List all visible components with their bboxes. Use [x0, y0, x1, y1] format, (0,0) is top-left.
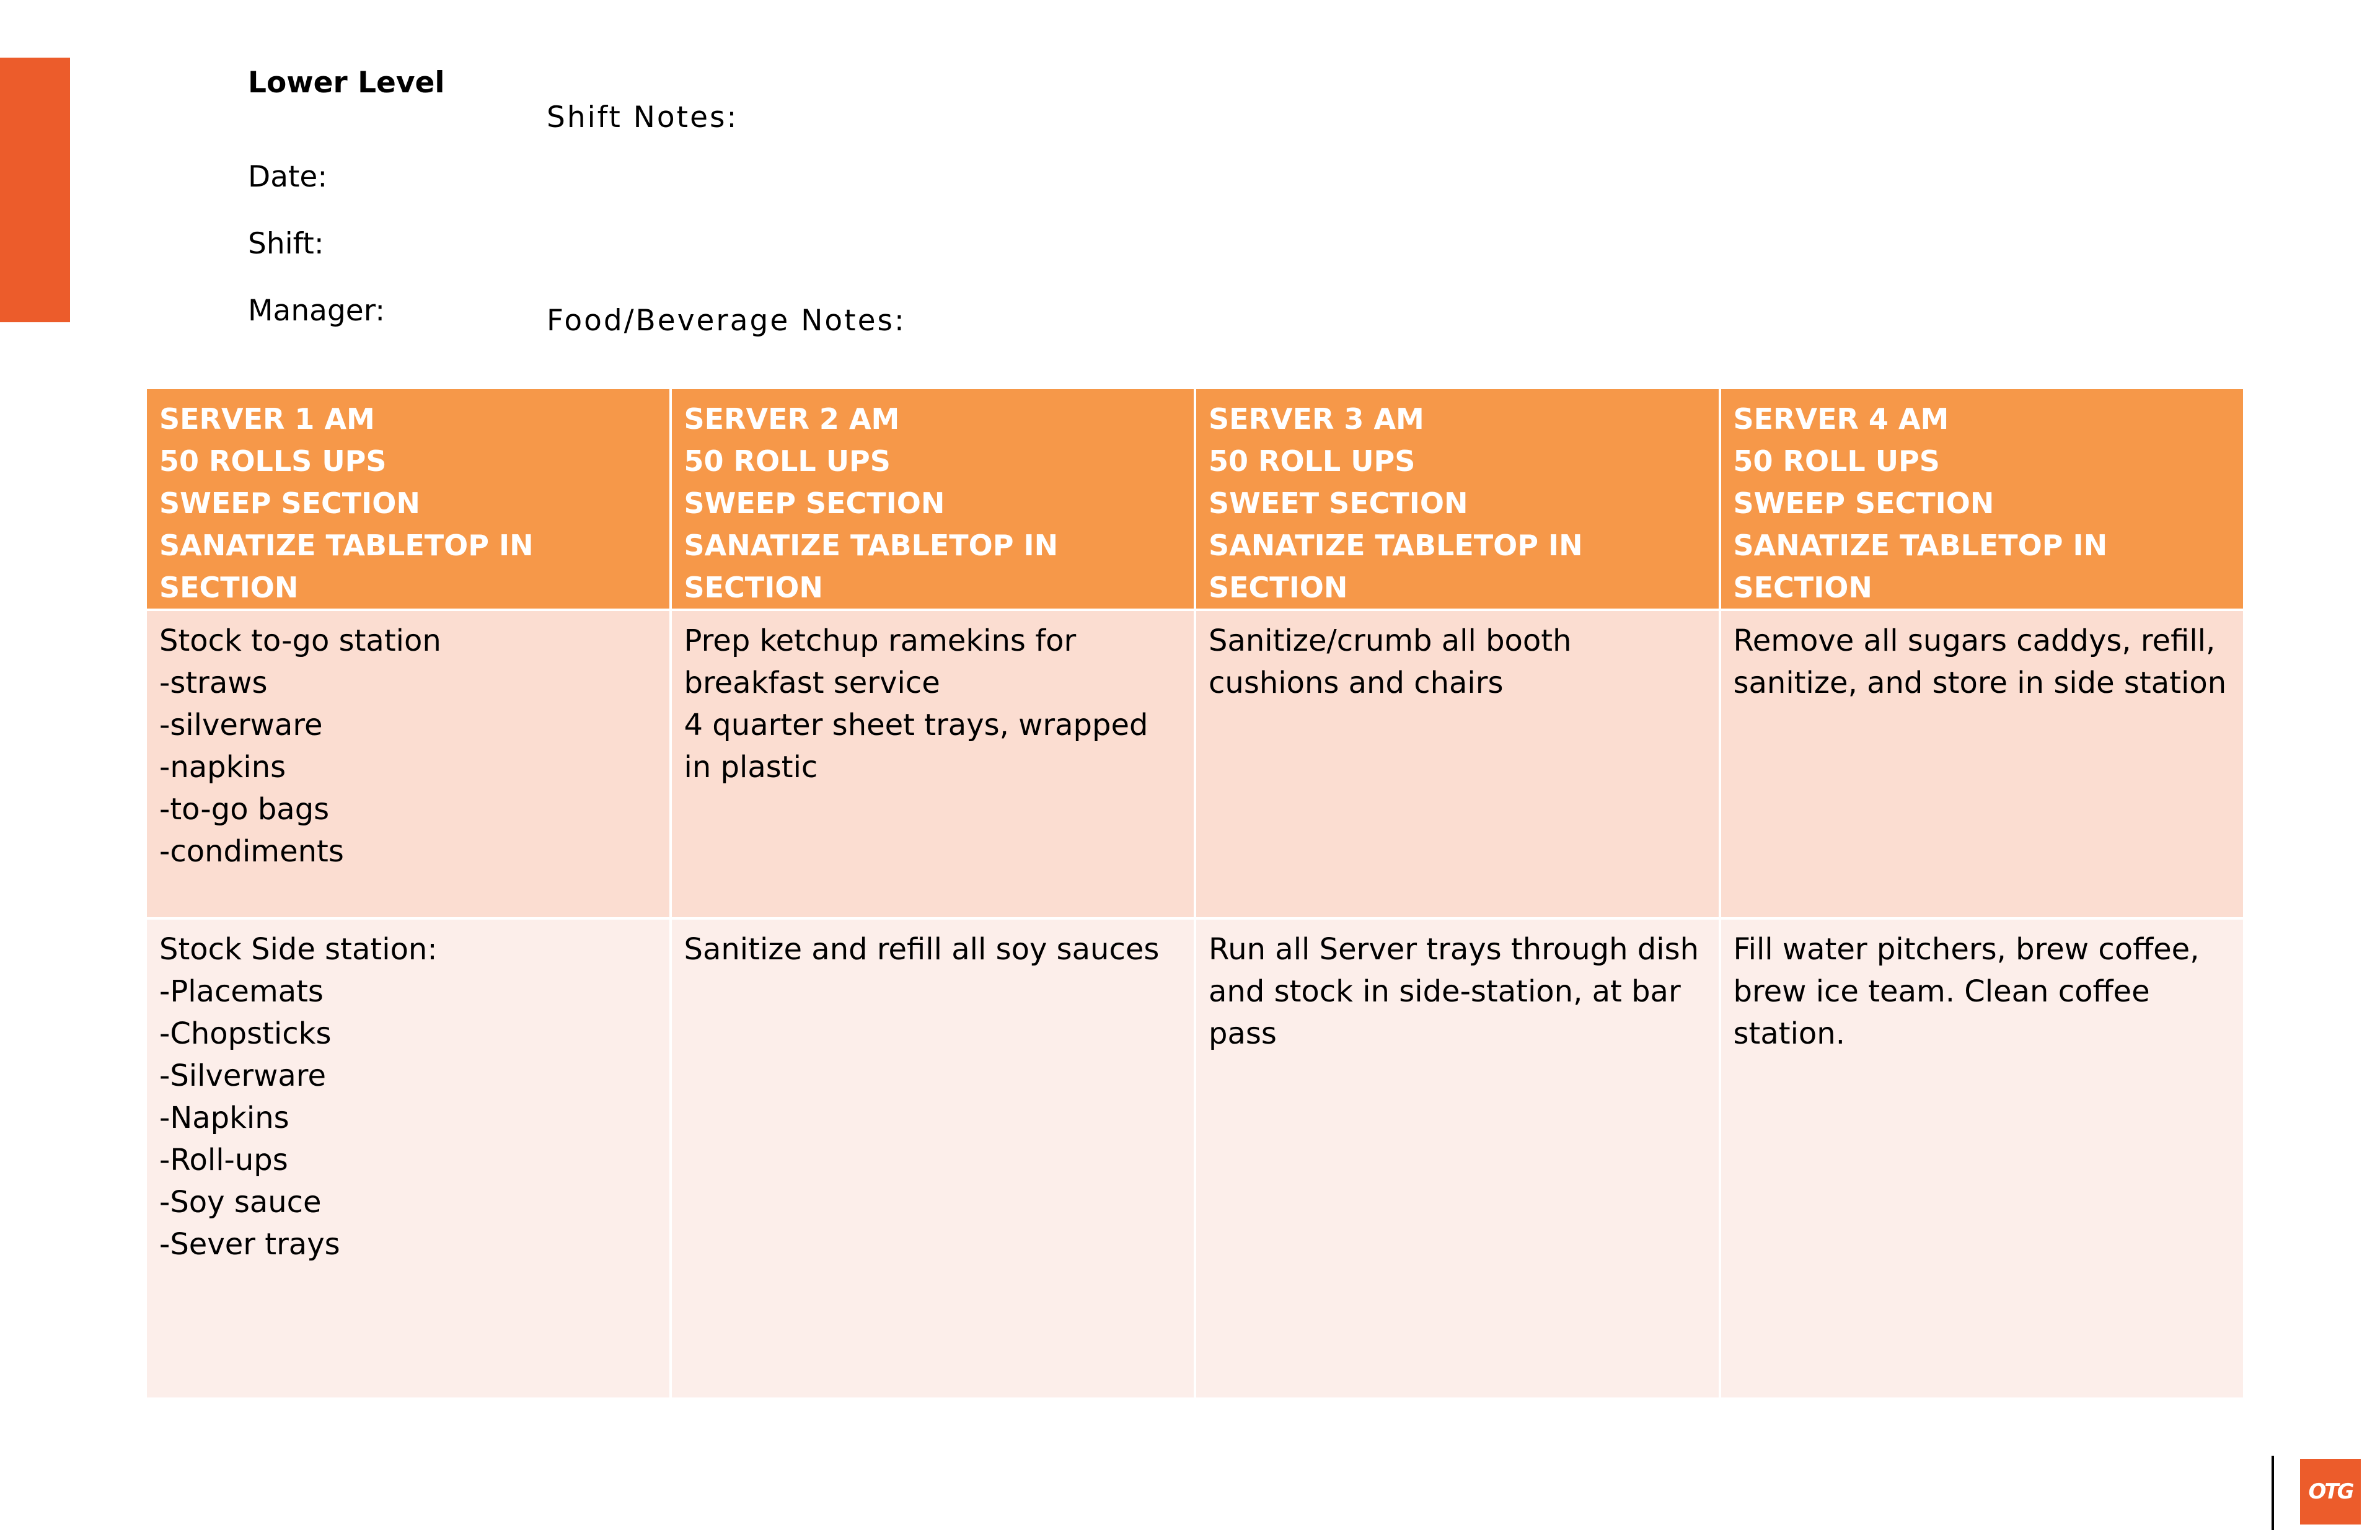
task-line: Sanitize and refill all soy sauces	[684, 932, 1160, 967]
header-line: 50 ROLL UPS	[1209, 444, 1416, 478]
task-line: Stock Side station:	[159, 932, 438, 967]
table-row	[146, 918, 2244, 1399]
task-line: -straws	[159, 666, 268, 700]
table-header-row	[146, 388, 2244, 610]
header-line: SANATIZE TABLETOP IN SECTION	[1209, 529, 1593, 604]
header-line: SWEEP SECTION	[1733, 486, 1994, 520]
food-beverage-notes-label: Food/Beverage Notes:	[547, 304, 906, 338]
header-line: SWEEP SECTION	[684, 486, 945, 520]
task-cell	[671, 610, 1196, 918]
task-cell	[146, 918, 671, 1399]
header-line: SWEET SECTION	[1209, 486, 1468, 520]
shift-notes-label: Shift Notes:	[547, 100, 739, 134]
task-line: -Sever trays	[159, 1227, 340, 1262]
header-line: SANATIZE TABLETOP IN SECTION	[1733, 529, 2118, 604]
accent-bar	[0, 58, 70, 322]
header-line: SERVER 3 AM	[1209, 402, 1424, 436]
server-4-header	[1720, 388, 2245, 610]
date-label: Date:	[248, 160, 328, 194]
task-cell	[1195, 610, 1720, 918]
otg-logo: OTG	[2300, 1459, 2361, 1525]
server-3-header	[1195, 388, 1720, 610]
task-line: -condiments	[159, 834, 344, 869]
header-line: 50 ROLL UPS	[684, 444, 891, 478]
server-2-header	[671, 388, 1196, 610]
logo-divider	[2272, 1456, 2274, 1530]
shift-label: Shift:	[248, 227, 324, 261]
header-line: 50 ROLL UPS	[1733, 444, 1940, 478]
task-line: -Roll-ups	[159, 1143, 288, 1177]
task-line: Remove all sugars caddys, refill, sanitize, and store in side station	[1733, 623, 2227, 700]
header-line: SANATIZE TABLETOP IN SECTION	[684, 529, 1069, 604]
task-line: -Soy sauce	[159, 1185, 322, 1220]
server-1-header	[146, 388, 671, 610]
task-line: Sanitize/crumb all booth cushions and chairs	[1209, 623, 1581, 700]
header-line: SANATIZE TABLETOP IN SECTION	[159, 529, 544, 604]
task-cell	[1195, 918, 1720, 1399]
table-row	[146, 610, 2244, 918]
task-line: -Placemats	[159, 974, 324, 1009]
task-line: Run all Server trays through dish and stock in side-station, at bar pass	[1209, 932, 1709, 1051]
task-line: 4 quarter sheet trays, wrapped in plastic	[684, 708, 1158, 785]
header-line: 50 ROLLS UPS	[159, 444, 387, 478]
header-line: SERVER 4 AM	[1733, 402, 1949, 436]
manager-label: Manager:	[248, 294, 386, 328]
task-cell	[1720, 918, 2245, 1399]
task-line: Fill water pitchers, brew coffee, brew ice team. Clean coffee station.	[1733, 932, 2209, 1051]
task-cell	[146, 610, 671, 918]
task-cell	[671, 918, 1196, 1399]
server-task-table	[144, 387, 2246, 1400]
task-line: -silverware	[159, 708, 323, 742]
header-line: SERVER 1 AM	[159, 402, 375, 436]
task-line: -Silverware	[159, 1058, 327, 1093]
task-line: -Napkins	[159, 1101, 289, 1135]
task-line: Stock to-go station	[159, 623, 441, 658]
level-title: Lower Level	[248, 66, 445, 100]
task-line: -napkins	[159, 750, 286, 785]
task-line: -to-go bags	[159, 792, 330, 827]
header-line: SWEEP SECTION	[159, 486, 420, 520]
header-line: SERVER 2 AM	[684, 402, 900, 436]
task-line: Prep ketchup ramekins for breakfast service	[684, 623, 1086, 700]
task-cell	[1720, 610, 2245, 918]
task-line: -Chopsticks	[159, 1016, 332, 1051]
